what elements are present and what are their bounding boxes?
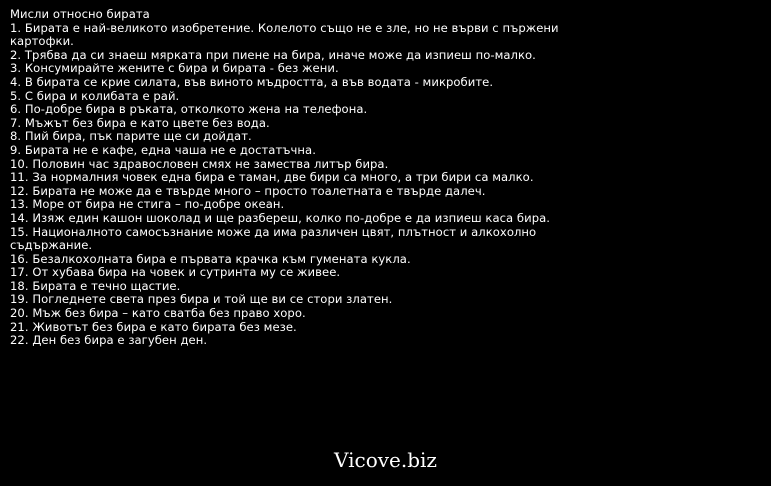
list-item: 19. Погледнете света през бира и той ще ви се стори златен.	[10, 292, 393, 307]
list-item: 3. Консумирайте жените с бира и бирата - без жени.	[10, 61, 339, 76]
list-item: 2. Трябва да си знаеш мярката при пиене на бира, иначе може да изпиеш по-малко.	[10, 47, 536, 62]
list-item: 9. Бирата не е кафе, една чаша не е достатъчна.	[10, 142, 316, 157]
list-item: 13. Море от бира не стига – по-добре океан.	[10, 197, 285, 212]
site-watermark: Vicove.biz	[334, 448, 437, 472]
list-item: 5. С бира и колибата е рай.	[10, 88, 180, 103]
list-item: 18. Бирата е течно щастие.	[10, 278, 181, 293]
list-item: 8. Пий бира, пък парите ще си дойдат.	[10, 129, 252, 144]
list-item: 22. Ден без бира е загубен ден.	[10, 333, 208, 348]
list-item: 1. Бирата е най-великото изобретение. Колелото също не е зле, но не върви с пържени картофки.	[10, 20, 559, 49]
list-item: 11. За нормалния човек една бира е таман, две бири са много, а три бири са малко.	[10, 170, 534, 185]
list-item: 21. Животът без бира е като бирата без мезе.	[10, 319, 297, 334]
list-item: 12. Бирата не може да е твърде много – просто тоалетната е твърде далеч.	[10, 183, 486, 198]
text-block	[10, 8, 570, 348]
list-item: 17. От хубава бира на човек и сутринта му се живее.	[10, 265, 341, 280]
list-item: 15. Националното самосъзнание може да има различен цвят, плътност и алкохолно съдържание.	[10, 224, 537, 253]
list-item: 7. Мъжът без бира е като цвете без вода.	[10, 115, 270, 130]
page-title: Мисли относно бирата	[10, 7, 150, 21]
list-item: 4. В бирата се крие силата, във виното мъдростта, а във водата - микробите.	[10, 74, 494, 89]
list-item: 6. По-добре бира в ръката, отколкото жена на телефона.	[10, 102, 368, 117]
list-item: 10. Половин час здравословен смях не замества литър бира.	[10, 156, 389, 171]
list-item: 16. Безалкохолната бира е първата крачка към гумената кукла.	[10, 251, 411, 266]
list-item: 14. Изяж един кашон шоколад и ще разбереш, колко по-добре е да изпиеш каса бира.	[10, 210, 550, 225]
list-item: 20. Мъж без бира – като сватба без право хоро.	[10, 306, 306, 321]
